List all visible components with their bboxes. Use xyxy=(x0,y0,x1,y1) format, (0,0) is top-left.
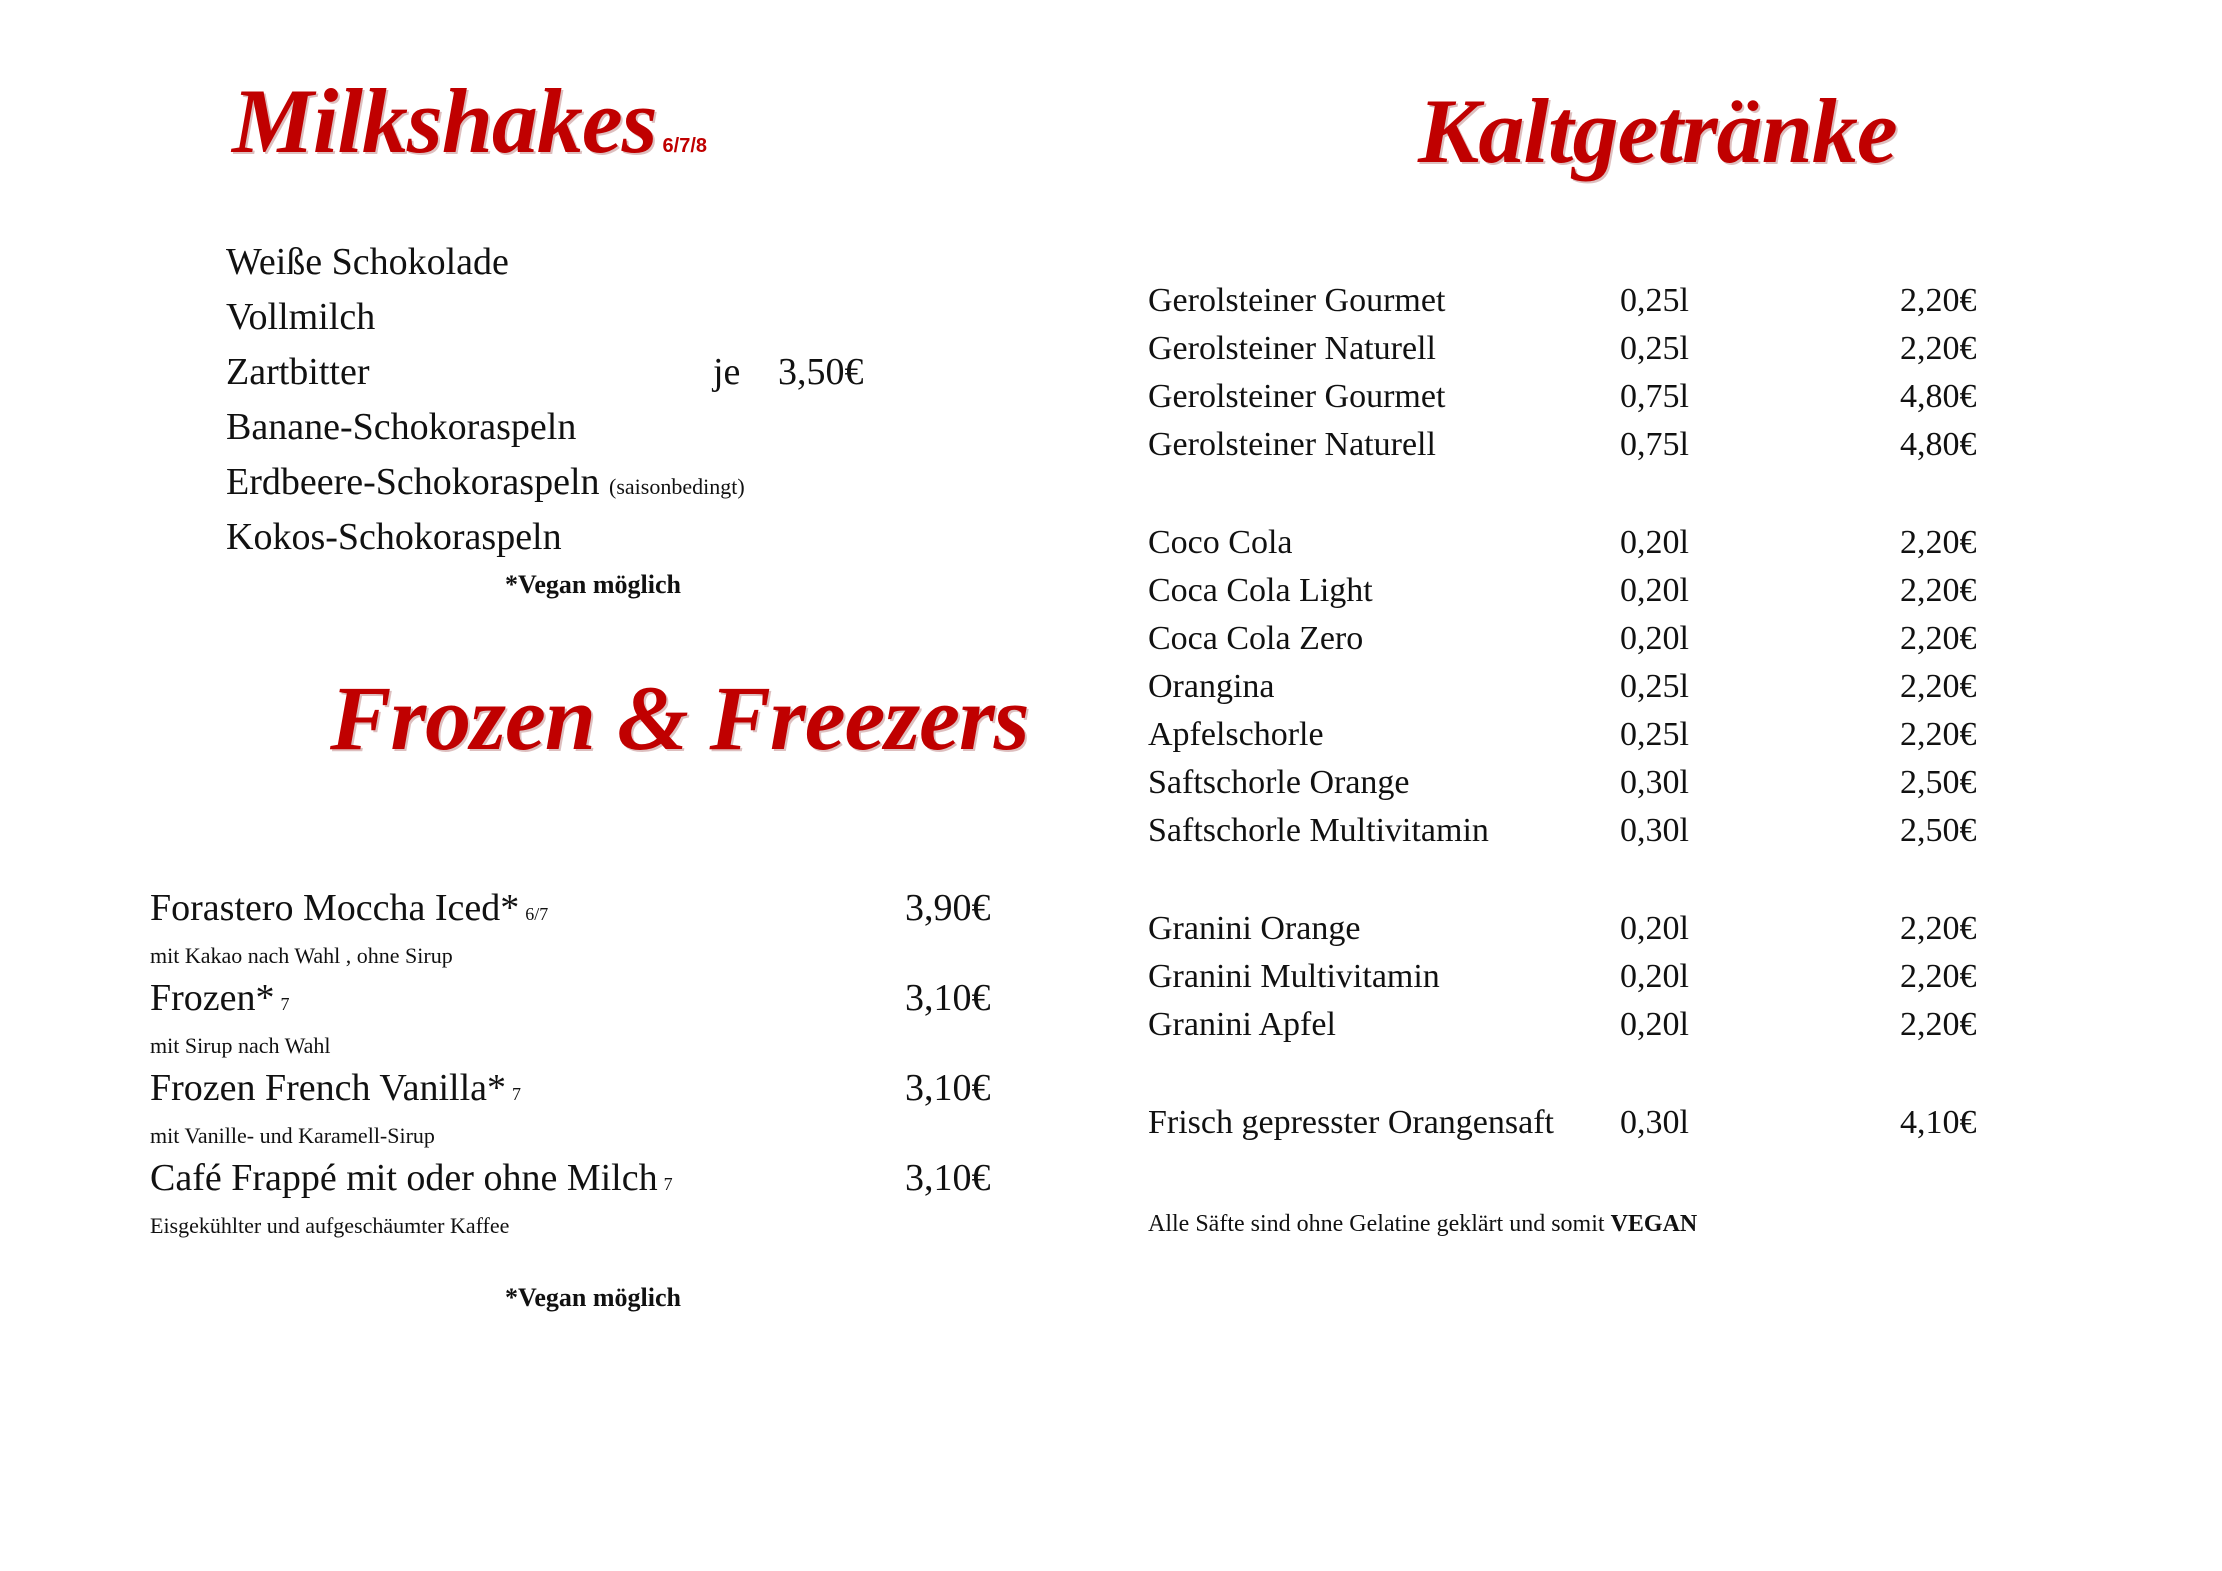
drink-volume: 0,25l xyxy=(1620,330,1689,367)
drink-volume: 0,20l xyxy=(1620,620,1689,657)
frozen-item-price: 3,10€ xyxy=(905,1067,991,1109)
drink-row xyxy=(0,620,2222,664)
drink-volume: 0,20l xyxy=(1620,958,1689,995)
frozen-item-name: Forastero Moccha Iced* 6/7 xyxy=(150,887,549,929)
vegan-label: VEGAN xyxy=(1610,1211,1698,1237)
drink-price: 2,20€ xyxy=(1900,1006,1977,1043)
drink-price: 4,80€ xyxy=(1900,426,1977,463)
milkshake-item: Weiße Schokolade xyxy=(226,241,509,283)
frozen-item-name: Café Frappé mit oder ohne Milch 7 xyxy=(150,1157,673,1199)
frozen-item-desc: mit Vanille- und Karamell-Sirup xyxy=(150,1123,435,1148)
drink-price: 2,20€ xyxy=(1900,620,1977,657)
drink-row xyxy=(0,764,2222,808)
drink-row xyxy=(0,378,2222,422)
frozen-item-desc: Eisgekühlter und aufgeschäumter Kaffee xyxy=(150,1213,510,1238)
frozen-vegan-note: *Vegan möglich xyxy=(505,1283,681,1312)
drink-name: Coco Cola xyxy=(1148,524,1293,561)
drink-volume: 0,20l xyxy=(1620,524,1689,561)
drink-row xyxy=(0,524,2222,568)
drink-name: Gerolsteiner Naturell xyxy=(1148,426,1436,463)
milkshake-item: Banane-Schokoraspeln xyxy=(226,406,577,448)
frozen-item-allergens: 7 xyxy=(512,1084,521,1104)
drink-name: Saftschorle Orange xyxy=(1148,764,1410,801)
drink-price: 2,20€ xyxy=(1900,330,1977,367)
drink-row xyxy=(0,572,2222,616)
drink-volume: 0,30l xyxy=(1620,812,1689,849)
drink-price: 2,20€ xyxy=(1900,282,1977,319)
drink-name: Gerolsteiner Naturell xyxy=(1148,330,1436,367)
frozen-item-desc: mit Kakao nach Wahl , ohne Sirup xyxy=(150,943,453,968)
drink-name: Coca Cola Zero xyxy=(1148,620,1364,657)
drink-name: Coca Cola Light xyxy=(1148,572,1373,609)
frozen-item-price: 3,10€ xyxy=(905,977,991,1019)
drink-row xyxy=(0,1104,2222,1148)
milkshake-item: Kokos-Schokoraspeln xyxy=(226,516,562,558)
drink-price: 4,80€ xyxy=(1900,378,1977,415)
drink-row xyxy=(0,716,2222,760)
drink-price: 4,10€ xyxy=(1900,1104,1977,1141)
drink-volume: 0,25l xyxy=(1620,716,1689,753)
milkshake-item: Zartbitter xyxy=(226,351,370,393)
milkshakes-heading: Milkshakes 6/7/8 xyxy=(232,70,708,172)
drink-name: Granini Apfel xyxy=(1148,1006,1336,1043)
frozen-item-price: 3,90€ xyxy=(905,887,991,929)
frozen-item-name: Frozen* 7 xyxy=(150,977,290,1019)
milkshake-je-label: je xyxy=(713,351,741,393)
milkshake-item: Vollmilch xyxy=(226,296,376,338)
drink-volume: 0,20l xyxy=(1620,910,1689,947)
drink-name: Apfelschorle xyxy=(1148,716,1324,753)
kaltgetraenke-heading: Kaltgetränke xyxy=(1418,80,1897,182)
drink-row xyxy=(0,426,2222,470)
milkshake-vegan-note: *Vegan möglich xyxy=(505,570,681,599)
drink-name: Granini Orange xyxy=(1148,910,1361,947)
drink-volume: 0,20l xyxy=(1620,1006,1689,1043)
drink-volume: 0,30l xyxy=(1620,1104,1689,1141)
vegan-juice-note: Alle Säfte sind ohne Gelatine geklärt und somit VEGAN xyxy=(1148,1211,1698,1237)
drink-row xyxy=(0,958,2222,1002)
drink-row xyxy=(0,330,2222,374)
drink-price: 2,20€ xyxy=(1900,958,1977,995)
drink-volume: 0,25l xyxy=(1620,668,1689,705)
drink-volume: 0,20l xyxy=(1620,572,1689,609)
milkshakes-allergen-note: 6/7/8 xyxy=(662,135,708,157)
drink-price: 2,20€ xyxy=(1900,524,1977,561)
frozen-item-desc: mit Sirup nach Wahl xyxy=(150,1033,331,1058)
drink-volume: 0,25l xyxy=(1620,282,1689,319)
drink-name: Gerolsteiner Gourmet xyxy=(1148,378,1446,415)
drink-price: 2,20€ xyxy=(1900,910,1977,947)
drink-name: Orangina xyxy=(1148,668,1275,705)
drink-price: 2,20€ xyxy=(1900,716,1977,753)
drink-name: Frisch gepresster Orangensaft xyxy=(1148,1104,1554,1141)
drink-name: Saftschorle Multivitamin xyxy=(1148,812,1489,849)
milkshake-price: 3,50€ xyxy=(778,351,864,393)
frozen-heading: Frozen & Freezers xyxy=(330,667,1029,769)
drink-price: 2,20€ xyxy=(1900,572,1977,609)
drink-volume: 0,75l xyxy=(1620,378,1689,415)
frozen-item-name: Frozen French Vanilla* 7 xyxy=(150,1067,521,1109)
frozen-item-allergens: 6/7 xyxy=(525,904,549,924)
drink-price: 2,50€ xyxy=(1900,764,1977,801)
drink-price: 2,50€ xyxy=(1900,812,1977,849)
milkshake-item: Erdbeere-Schokoraspeln xyxy=(226,461,600,503)
frozen-item-price: 3,10€ xyxy=(905,1157,991,1199)
seasonal-note: (saisonbedingt) xyxy=(609,474,745,499)
drink-row xyxy=(0,282,2222,326)
drink-row xyxy=(0,668,2222,712)
drink-name: Gerolsteiner Gourmet xyxy=(1148,282,1446,319)
drink-price: 2,20€ xyxy=(1900,668,1977,705)
drink-name: Granini Multivitamin xyxy=(1148,958,1440,995)
drink-row xyxy=(0,910,2222,954)
frozen-item-allergens: 7 xyxy=(280,994,290,1014)
drink-volume: 0,30l xyxy=(1620,764,1689,801)
drink-row xyxy=(0,812,2222,856)
frozen-item-allergens: 7 xyxy=(663,1174,673,1194)
drink-volume: 0,75l xyxy=(1620,426,1689,463)
drink-row xyxy=(0,1006,2222,1050)
